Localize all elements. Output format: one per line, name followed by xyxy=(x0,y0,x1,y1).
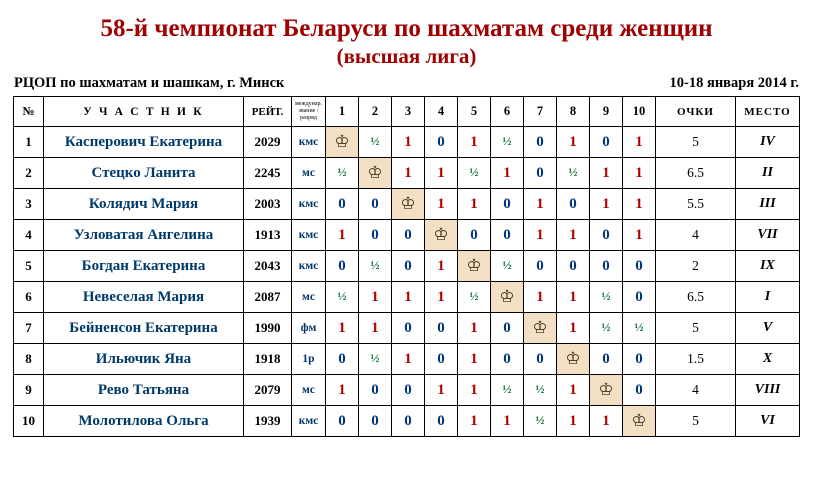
result-round-7: 1 xyxy=(524,282,557,313)
result-round-7: 1 xyxy=(524,220,557,251)
page-subtitle: (высшая лига) xyxy=(336,44,477,68)
result-round-9: ½ xyxy=(590,313,623,344)
result-round-3: 0 xyxy=(392,251,425,282)
table-row xyxy=(14,127,800,158)
king-icon: ♔ xyxy=(367,162,383,182)
player-rating: 2087 xyxy=(244,282,292,313)
result-round-2: ½ xyxy=(359,344,392,375)
player-points: 4 xyxy=(656,220,736,251)
player-title: мс xyxy=(292,158,326,189)
result-round-10: 0 xyxy=(623,344,656,375)
diagonal-cell-round-1 xyxy=(326,127,359,158)
result-round-6: ½ xyxy=(491,127,524,158)
player-name: Касперович Екатерина xyxy=(44,127,244,158)
result-round-9: 0 xyxy=(590,220,623,251)
player-rating: 1913 xyxy=(244,220,292,251)
player-place: II xyxy=(736,158,800,189)
king-icon: ♔ xyxy=(499,286,515,306)
result-round-5: ½ xyxy=(458,158,491,189)
player-name: Колядич Мария xyxy=(44,189,244,220)
diagonal-cell-round-7 xyxy=(524,313,557,344)
result-round-5: ½ xyxy=(458,282,491,313)
result-round-2: 0 xyxy=(359,189,392,220)
result-round-3: 0 xyxy=(392,313,425,344)
player-rating: 2079 xyxy=(244,375,292,406)
diagonal-cell-round-5 xyxy=(458,251,491,282)
result-round-1: 0 xyxy=(326,344,359,375)
header-round-4: 4 xyxy=(425,97,458,127)
result-round-8: ½ xyxy=(557,158,590,189)
result-round-9: ½ xyxy=(590,282,623,313)
result-round-4: 1 xyxy=(425,158,458,189)
table-row xyxy=(14,158,800,189)
player-title: мс xyxy=(292,375,326,406)
table-row xyxy=(14,375,800,406)
row-number: 6 xyxy=(14,282,44,313)
diagonal-cell-round-9 xyxy=(590,375,623,406)
header-round-3: 3 xyxy=(392,97,425,127)
result-round-4: 0 xyxy=(425,127,458,158)
header-round-10: 10 xyxy=(623,97,656,127)
header-round-1: 1 xyxy=(326,97,359,127)
header-title: междунар. звание / разряд xyxy=(292,97,326,127)
result-round-2: 1 xyxy=(359,282,392,313)
player-name: Бейненсон Екатерина xyxy=(44,313,244,344)
player-rating: 2043 xyxy=(244,251,292,282)
table-row xyxy=(14,220,800,251)
row-number: 8 xyxy=(14,344,44,375)
subheader xyxy=(0,69,813,96)
player-name: Богдан Екатерина xyxy=(44,251,244,282)
player-rating: 1990 xyxy=(244,313,292,344)
result-round-2: 0 xyxy=(359,406,392,437)
result-round-8: 0 xyxy=(557,189,590,220)
result-round-9: 1 xyxy=(590,158,623,189)
player-title: кмс xyxy=(292,406,326,437)
header-no: № xyxy=(14,97,44,127)
result-round-4: 0 xyxy=(425,406,458,437)
result-round-4: 1 xyxy=(425,282,458,313)
result-round-7: 1 xyxy=(524,189,557,220)
row-number: 10 xyxy=(14,406,44,437)
table-row xyxy=(14,282,800,313)
king-icon: ♔ xyxy=(631,410,647,430)
player-title: фм xyxy=(292,313,326,344)
result-round-7: 0 xyxy=(524,158,557,189)
result-round-6: 0 xyxy=(491,313,524,344)
king-icon: ♔ xyxy=(400,193,416,213)
player-title: кмс xyxy=(292,189,326,220)
result-round-5: 1 xyxy=(458,375,491,406)
result-round-9: 0 xyxy=(590,251,623,282)
result-round-7: 0 xyxy=(524,251,557,282)
result-round-10: 0 xyxy=(623,282,656,313)
result-round-8: 0 xyxy=(557,251,590,282)
player-place: III xyxy=(736,189,800,220)
result-round-5: 1 xyxy=(458,127,491,158)
result-round-5: 1 xyxy=(458,344,491,375)
header-rating: РЕЙТ. xyxy=(244,97,292,127)
player-points: 5 xyxy=(656,127,736,158)
player-place: V xyxy=(736,313,800,344)
result-round-6: ½ xyxy=(491,375,524,406)
result-round-1: 1 xyxy=(326,375,359,406)
result-round-10: 0 xyxy=(623,375,656,406)
result-round-8: 1 xyxy=(557,282,590,313)
result-round-2: 0 xyxy=(359,375,392,406)
result-round-2: 1 xyxy=(359,313,392,344)
player-rating: 1939 xyxy=(244,406,292,437)
player-title: кмс xyxy=(292,127,326,158)
result-round-3: 1 xyxy=(392,127,425,158)
player-points: 1.5 xyxy=(656,344,736,375)
result-round-8: 1 xyxy=(557,313,590,344)
title-block xyxy=(0,0,813,69)
king-icon: ♔ xyxy=(598,379,614,399)
result-round-10: 1 xyxy=(623,127,656,158)
result-round-6: 0 xyxy=(491,220,524,251)
player-place: VIII xyxy=(736,375,800,406)
result-round-1: 1 xyxy=(326,313,359,344)
table-row xyxy=(14,344,800,375)
player-points: 6.5 xyxy=(656,158,736,189)
player-rating: 2003 xyxy=(244,189,292,220)
result-round-8: 1 xyxy=(557,220,590,251)
result-round-5: 1 xyxy=(458,406,491,437)
diagonal-cell-round-3 xyxy=(392,189,425,220)
result-round-4: 0 xyxy=(425,344,458,375)
header-round-9: 9 xyxy=(590,97,623,127)
result-round-4: 1 xyxy=(425,189,458,220)
header-participant: У Ч А С Т Н И К xyxy=(44,97,244,127)
result-round-1: 0 xyxy=(326,189,359,220)
result-round-3: 0 xyxy=(392,406,425,437)
row-number: 9 xyxy=(14,375,44,406)
player-name: Молотилова Ольга xyxy=(44,406,244,437)
player-points: 4 xyxy=(656,375,736,406)
result-round-1: ½ xyxy=(326,282,359,313)
header-round-6: 6 xyxy=(491,97,524,127)
table-row xyxy=(14,189,800,220)
header-points: ОЧКИ xyxy=(656,97,736,127)
result-round-7: 0 xyxy=(524,344,557,375)
player-points: 5 xyxy=(656,406,736,437)
result-round-2: ½ xyxy=(359,251,392,282)
player-rating: 1918 xyxy=(244,344,292,375)
result-round-5: 0 xyxy=(458,220,491,251)
result-round-8: 1 xyxy=(557,127,590,158)
player-points: 6.5 xyxy=(656,282,736,313)
result-round-7: ½ xyxy=(524,406,557,437)
player-title: 1р xyxy=(292,344,326,375)
table-header-row xyxy=(14,97,800,127)
player-title: кмс xyxy=(292,251,326,282)
diagonal-cell-round-8 xyxy=(557,344,590,375)
player-place: IX xyxy=(736,251,800,282)
result-round-9: 0 xyxy=(590,344,623,375)
header-place: МЕСТО xyxy=(736,97,800,127)
result-round-5: 1 xyxy=(458,189,491,220)
result-round-3: 1 xyxy=(392,344,425,375)
result-round-9: 0 xyxy=(590,127,623,158)
header-round-7: 7 xyxy=(524,97,557,127)
row-number: 5 xyxy=(14,251,44,282)
result-round-10: ½ xyxy=(623,313,656,344)
player-place: I xyxy=(736,282,800,313)
table-body xyxy=(14,127,800,437)
result-round-10: 1 xyxy=(623,220,656,251)
player-rating: 2029 xyxy=(244,127,292,158)
row-number: 2 xyxy=(14,158,44,189)
venue-label: РЦОП по шахматам и шашкам, г. Минск xyxy=(14,75,285,91)
row-number: 4 xyxy=(14,220,44,251)
dates-label: 10-18 января 2014 г. xyxy=(669,75,799,91)
player-name: Невеселая Мария xyxy=(44,282,244,313)
player-points: 5 xyxy=(656,313,736,344)
diagonal-cell-round-10 xyxy=(623,406,656,437)
result-round-4: 1 xyxy=(425,251,458,282)
result-round-1: 0 xyxy=(326,406,359,437)
result-round-6: 1 xyxy=(491,158,524,189)
player-place: VI xyxy=(736,406,800,437)
result-round-3: 1 xyxy=(392,282,425,313)
result-round-6: 1 xyxy=(491,406,524,437)
king-icon: ♔ xyxy=(565,348,581,368)
result-round-9: 1 xyxy=(590,189,623,220)
player-points: 2 xyxy=(656,251,736,282)
player-place: X xyxy=(736,344,800,375)
header-round-5: 5 xyxy=(458,97,491,127)
result-round-6: 0 xyxy=(491,189,524,220)
player-name: Узловатая Ангелина xyxy=(44,220,244,251)
king-icon: ♔ xyxy=(334,131,350,151)
result-round-1: 1 xyxy=(326,220,359,251)
king-icon: ♔ xyxy=(466,255,482,275)
result-round-8: 1 xyxy=(557,375,590,406)
player-name: Стецко Ланита xyxy=(44,158,244,189)
player-place: VII xyxy=(736,220,800,251)
row-number: 3 xyxy=(14,189,44,220)
diagonal-cell-round-4 xyxy=(425,220,458,251)
result-round-4: 0 xyxy=(425,313,458,344)
player-title: кмс xyxy=(292,220,326,251)
king-icon: ♔ xyxy=(433,224,449,244)
diagonal-cell-round-6 xyxy=(491,282,524,313)
result-round-1: ½ xyxy=(326,158,359,189)
result-round-5: 1 xyxy=(458,313,491,344)
result-round-2: ½ xyxy=(359,127,392,158)
result-round-2: 0 xyxy=(359,220,392,251)
result-round-10: 1 xyxy=(623,158,656,189)
diagonal-cell-round-2 xyxy=(359,158,392,189)
table-row xyxy=(14,251,800,282)
result-round-6: 0 xyxy=(491,344,524,375)
row-number: 1 xyxy=(14,127,44,158)
result-round-3: 0 xyxy=(392,375,425,406)
result-round-3: 1 xyxy=(392,158,425,189)
player-name: Ильючик Яна xyxy=(44,344,244,375)
player-name: Рево Татьяна xyxy=(44,375,244,406)
page-title: 58-й чемпионат Беларуси по шахматам среди женщин xyxy=(100,15,713,42)
player-rating: 2245 xyxy=(244,158,292,189)
table-row xyxy=(14,313,800,344)
result-round-1: 0 xyxy=(326,251,359,282)
king-icon: ♔ xyxy=(532,317,548,337)
player-place: IV xyxy=(736,127,800,158)
result-round-3: 0 xyxy=(392,220,425,251)
result-round-7: ½ xyxy=(524,375,557,406)
player-points: 5.5 xyxy=(656,189,736,220)
table-row xyxy=(14,406,800,437)
result-round-8: 1 xyxy=(557,406,590,437)
result-round-4: 1 xyxy=(425,375,458,406)
row-number: 7 xyxy=(14,313,44,344)
result-round-9: 1 xyxy=(590,406,623,437)
result-round-6: ½ xyxy=(491,251,524,282)
header-round-2: 2 xyxy=(359,97,392,127)
crosstable xyxy=(13,96,800,437)
header-round-8: 8 xyxy=(557,97,590,127)
result-round-7: 0 xyxy=(524,127,557,158)
result-round-10: 0 xyxy=(623,251,656,282)
result-round-10: 1 xyxy=(623,189,656,220)
player-title: мс xyxy=(292,282,326,313)
